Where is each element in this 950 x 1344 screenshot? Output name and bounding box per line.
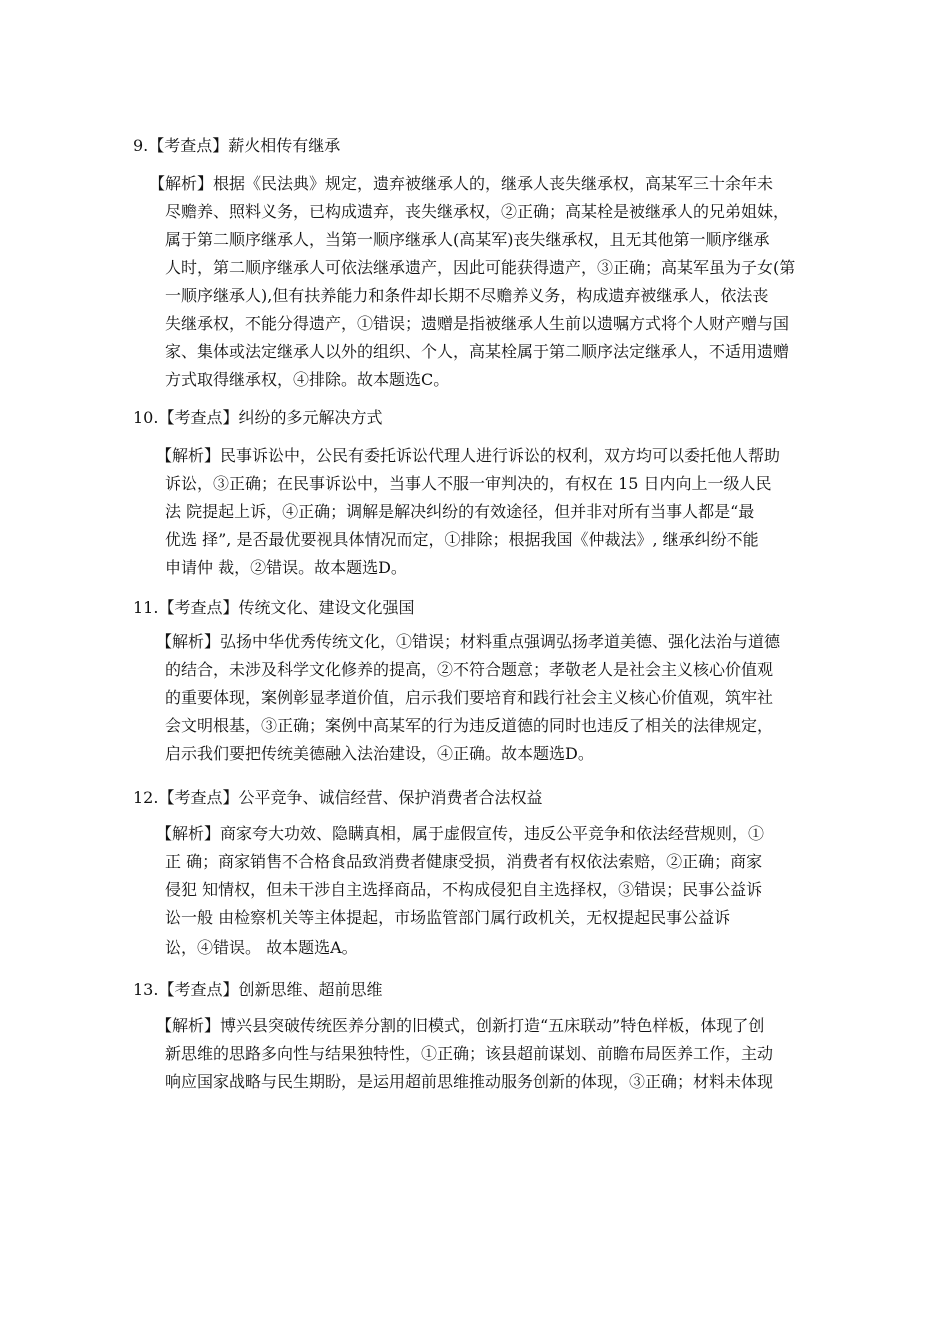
q11-line-3: 的重要体现，案例彰显孝道价值，启示我们要培育和践行社会主义核心价值观，筑牢社 [165, 688, 774, 707]
q12-line-1: 【解析】商家夸大功效、隐瞒真相，属于虚假宣传，违反公平竞争和依法经营规则，① [156, 824, 765, 843]
q9-line-6: 失继承权，不能分得遗产，①错误；遗赠是指被继承人生前以遗嘱方式将个人财产赠与国 [165, 314, 790, 333]
q12-line-5: 讼，④错误。 故本题选A。 [165, 938, 358, 957]
q10-line-3: 法 院提起上诉，④正确；调解是解决纠纷的有效途径，但并非对所有当事人都是“最 [165, 502, 755, 521]
q10-heading: 10.【考查点】纠纷的多元解决方式 [133, 408, 383, 427]
q9-line-3: 属于第二顺序继承人，当第一顺序继承人(高某军)丧失继承权，且无其他第一顺序继承 [165, 230, 770, 249]
q9-line-8: 方式取得继承权，④排除。故本题选C。 [165, 370, 450, 389]
q9-line-5: 一顺序继承人),但有扶养能力和条件却长期不尽赡养义务，构成遗弃被继承人，依法丧 [165, 286, 769, 305]
q9-line-1: 【解析】根据《民法典》规定，遗弃被继承人的，继承人丧失继承权，高某军三十余年未 [149, 174, 774, 193]
q13-line-2: 新思维的思路多向性与结果独特性，①正确；该县超前谋划、前瞻布局医养工作，主动 [165, 1044, 774, 1063]
q10-line-1: 【解析】民事诉讼中，公民有委托诉讼代理人进行诉讼的权利，双方均可以委托他人帮助 [156, 446, 781, 465]
q12-line-2: 正 确；商家销售不合格食品致消费者健康受损，消费者有权依法索赔，②正确；商家 [165, 852, 763, 871]
q11-line-4: 会文明根基，③正确；案例中高某军的行为违反道德的同时也违反了相关的法律规定， [165, 716, 774, 735]
q11-line-2: 的结合，未涉及科学文化修养的提高，②不符合题意；孝敬老人是社会主义核心价值观 [165, 660, 774, 679]
q13-line-1: 【解析】博兴县突破传统医养分割的旧模式，创新打造“五床联动”特色样板，体现了创 [156, 1016, 765, 1035]
q9-heading: 9.【考查点】薪火相传有继承 [133, 136, 341, 155]
q13-line-3: 响应国家战略与民生期盼，是运用超前思维推动服务创新的体现，③正确；材料未体现 [165, 1072, 774, 1091]
q13-heading: 13.【考查点】创新思维、超前思维 [133, 980, 383, 999]
q11-heading: 11.【考查点】传统文化、建设文化强国 [133, 598, 415, 617]
q10-line-2: 诉讼，③正确；在民事诉讼中，当事人不服一审判决的，有权在 15 日内向上一级人民 [165, 474, 772, 493]
q12-line-4: 讼一般 由检察机关等主体提起，市场监管部门属行政机关，无权提起民事公益诉 [165, 908, 731, 927]
q9-line-7: 家、集体或法定继承人以外的组织、个人，高某栓属于第二顺序法定继承人，不适用遗赠 [165, 342, 790, 361]
q9-line-4: 人时，第二顺序继承人可依法继承遗产，因此可能获得遗产，③正确；高某军虽为子女(第 [165, 258, 796, 277]
q12-line-3: 侵犯 知情权，但未干涉自主选择商品，不构成侵犯自主选择权，③错误；民事公益诉 [165, 880, 763, 899]
q11-line-1: 【解析】弘扬中华优秀传统文化，①错误；材料重点强调弘扬孝道美德、强化法治与道德 [156, 632, 781, 651]
q10-line-4: 优选 择”, 是否最优要视具体情况而定，①排除；根据我国《仲裁法》, 继承纠纷不能 [165, 530, 759, 549]
q9-line-2: 尽赡养、照料义务，已构成遗弃，丧失继承权，②正确；高某栓是被继承人的兄弟姐妹， [165, 202, 790, 221]
q10-line-5: 申请仲 裁，②错误。故本题选D。 [165, 558, 407, 577]
q11-line-5: 启示我们要把传统美德融入法治建设，④正确。故本题选D。 [165, 744, 594, 763]
q12-heading: 12.【考查点】公平竞争、诚信经营、保护消费者合法权益 [133, 788, 543, 807]
